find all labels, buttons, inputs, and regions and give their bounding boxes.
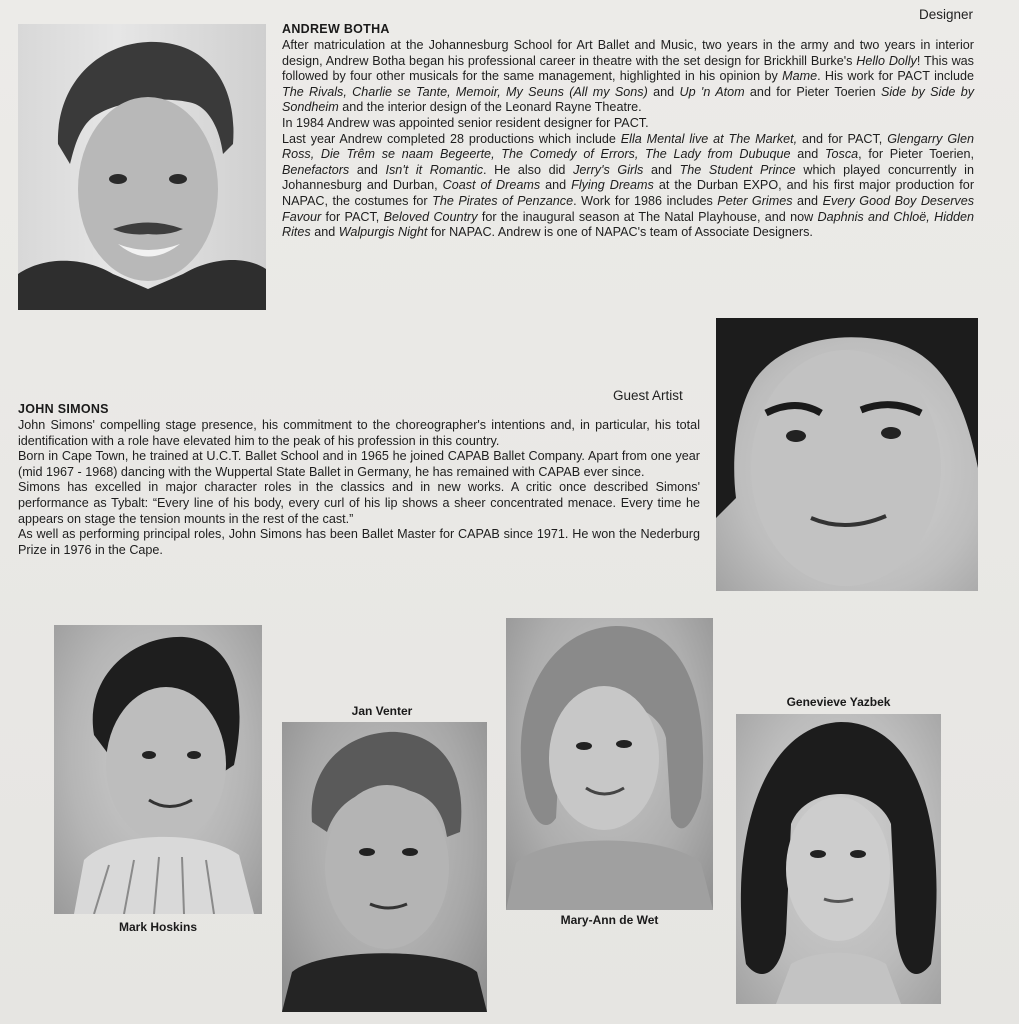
- andrew-botha-role: Designer: [918, 7, 973, 22]
- jan-venter-caption: Jan Venter: [351, 704, 413, 718]
- genevieve-yazbek-caption: Genevieve Yazbek: [786, 695, 891, 709]
- john-simons-bio-p2: Born in Cape Town, he trained at U.C.T. Ballet School and in 1965 he joined CAPAB Ballet Company. Apart from one year (mid 1967 - 1968) dancing with the Wuppertal State Ballet in Germany, he has remained with CAPAB ever since.: [18, 449, 700, 479]
- john-simons-bio-p1: John Simons' compelling stage presence, his commitment to the choreographer's intentions and, in particular, his total identification with a role have elevated him to the peak of his profession in this country.: [18, 418, 700, 448]
- john-simons-bio-p3: Simons has excelled in major character roles in the classics and in new works. A critic once described Simons' performance as Tybalt: “Every line of his body, every curl of his lip shows a sheer concentrated menace. Every time he appears on stage the tension mounts in the rest of the cast.”: [18, 480, 700, 526]
- john-simons-photo: [716, 318, 978, 591]
- andrew-botha-bio-p1: After matriculation at the Johannesburg School for Art Ballet and Music, two years in the army and two years in interior design, Andrew Botha began his professional career in theatre with the set design for Brickhill Burke's Hello Dolly! This was followed by four other musicals for the same management, highlighted in his opinion by Mame. His work for PACT include The Rivals, Charlie se Tante, Memoir, My Seuns (All my Sons) and Up 'n Atom and for Pieter Toerien Side by Side by Sondheim and the interior design of the Leonard Rayne Theatre.: [282, 38, 974, 115]
- andrew-botha-bio: [282, 38, 974, 241]
- john-simons-bio: [18, 418, 700, 558]
- andrew-botha-bio-p2: In 1984 Andrew was appointed senior resident designer for PACT.: [282, 115, 649, 130]
- john-simons-bio-p4: As well as performing principal roles, John Simons has been Ballet Master for CAPAB since 1971. He won the Nederburg Prize in 1976 in the Cape.: [18, 527, 700, 557]
- mary-ann-de-wet-caption: Mary-Ann de Wet: [560, 913, 659, 927]
- andrew-botha-bio-p3: Last year Andrew completed 28 productions which include Ella Mental live at The Market, and for PACT, Glengarry Glen Ross, Die Trêm se naam Begeerte, The Comedy of Errors, The Lady from Dubuque and Tosca, for Pieter Toerien, Benefactors and Isn't it Romantic. He also did Jerry's Girls and The Student Prince which played concurrently in Johannesburg and Durban, Coast of Dreams and Flying Dreams at the Durban EXPO, and his first major production for NAPAC, the costumes for The Pirates of Penzance. Work for 1986 includes Peter Grimes and Every Good Boy Deserves Favour for PACT, Beloved Country for the inaugural season at The Natal Playhouse, and now Daphnis and Chloë, Hidden Rites and Walpurgis Night for NAPAC. Andrew is one of NAPAC's team of Associate Designers.: [282, 131, 975, 240]
- mark-hoskins-photo: [54, 625, 262, 914]
- john-simons-name: JOHN SIMONS: [18, 402, 109, 416]
- andrew-botha-name: ANDREW BOTHA: [282, 22, 390, 36]
- andrew-botha-photo: [18, 24, 266, 310]
- john-simons-role: Guest Artist: [613, 388, 683, 403]
- genevieve-yazbek-photo: [736, 714, 941, 1004]
- jan-venter-photo: [282, 722, 487, 1012]
- mark-hoskins-caption: Mark Hoskins: [118, 920, 198, 934]
- mary-ann-de-wet-photo: [506, 618, 713, 910]
